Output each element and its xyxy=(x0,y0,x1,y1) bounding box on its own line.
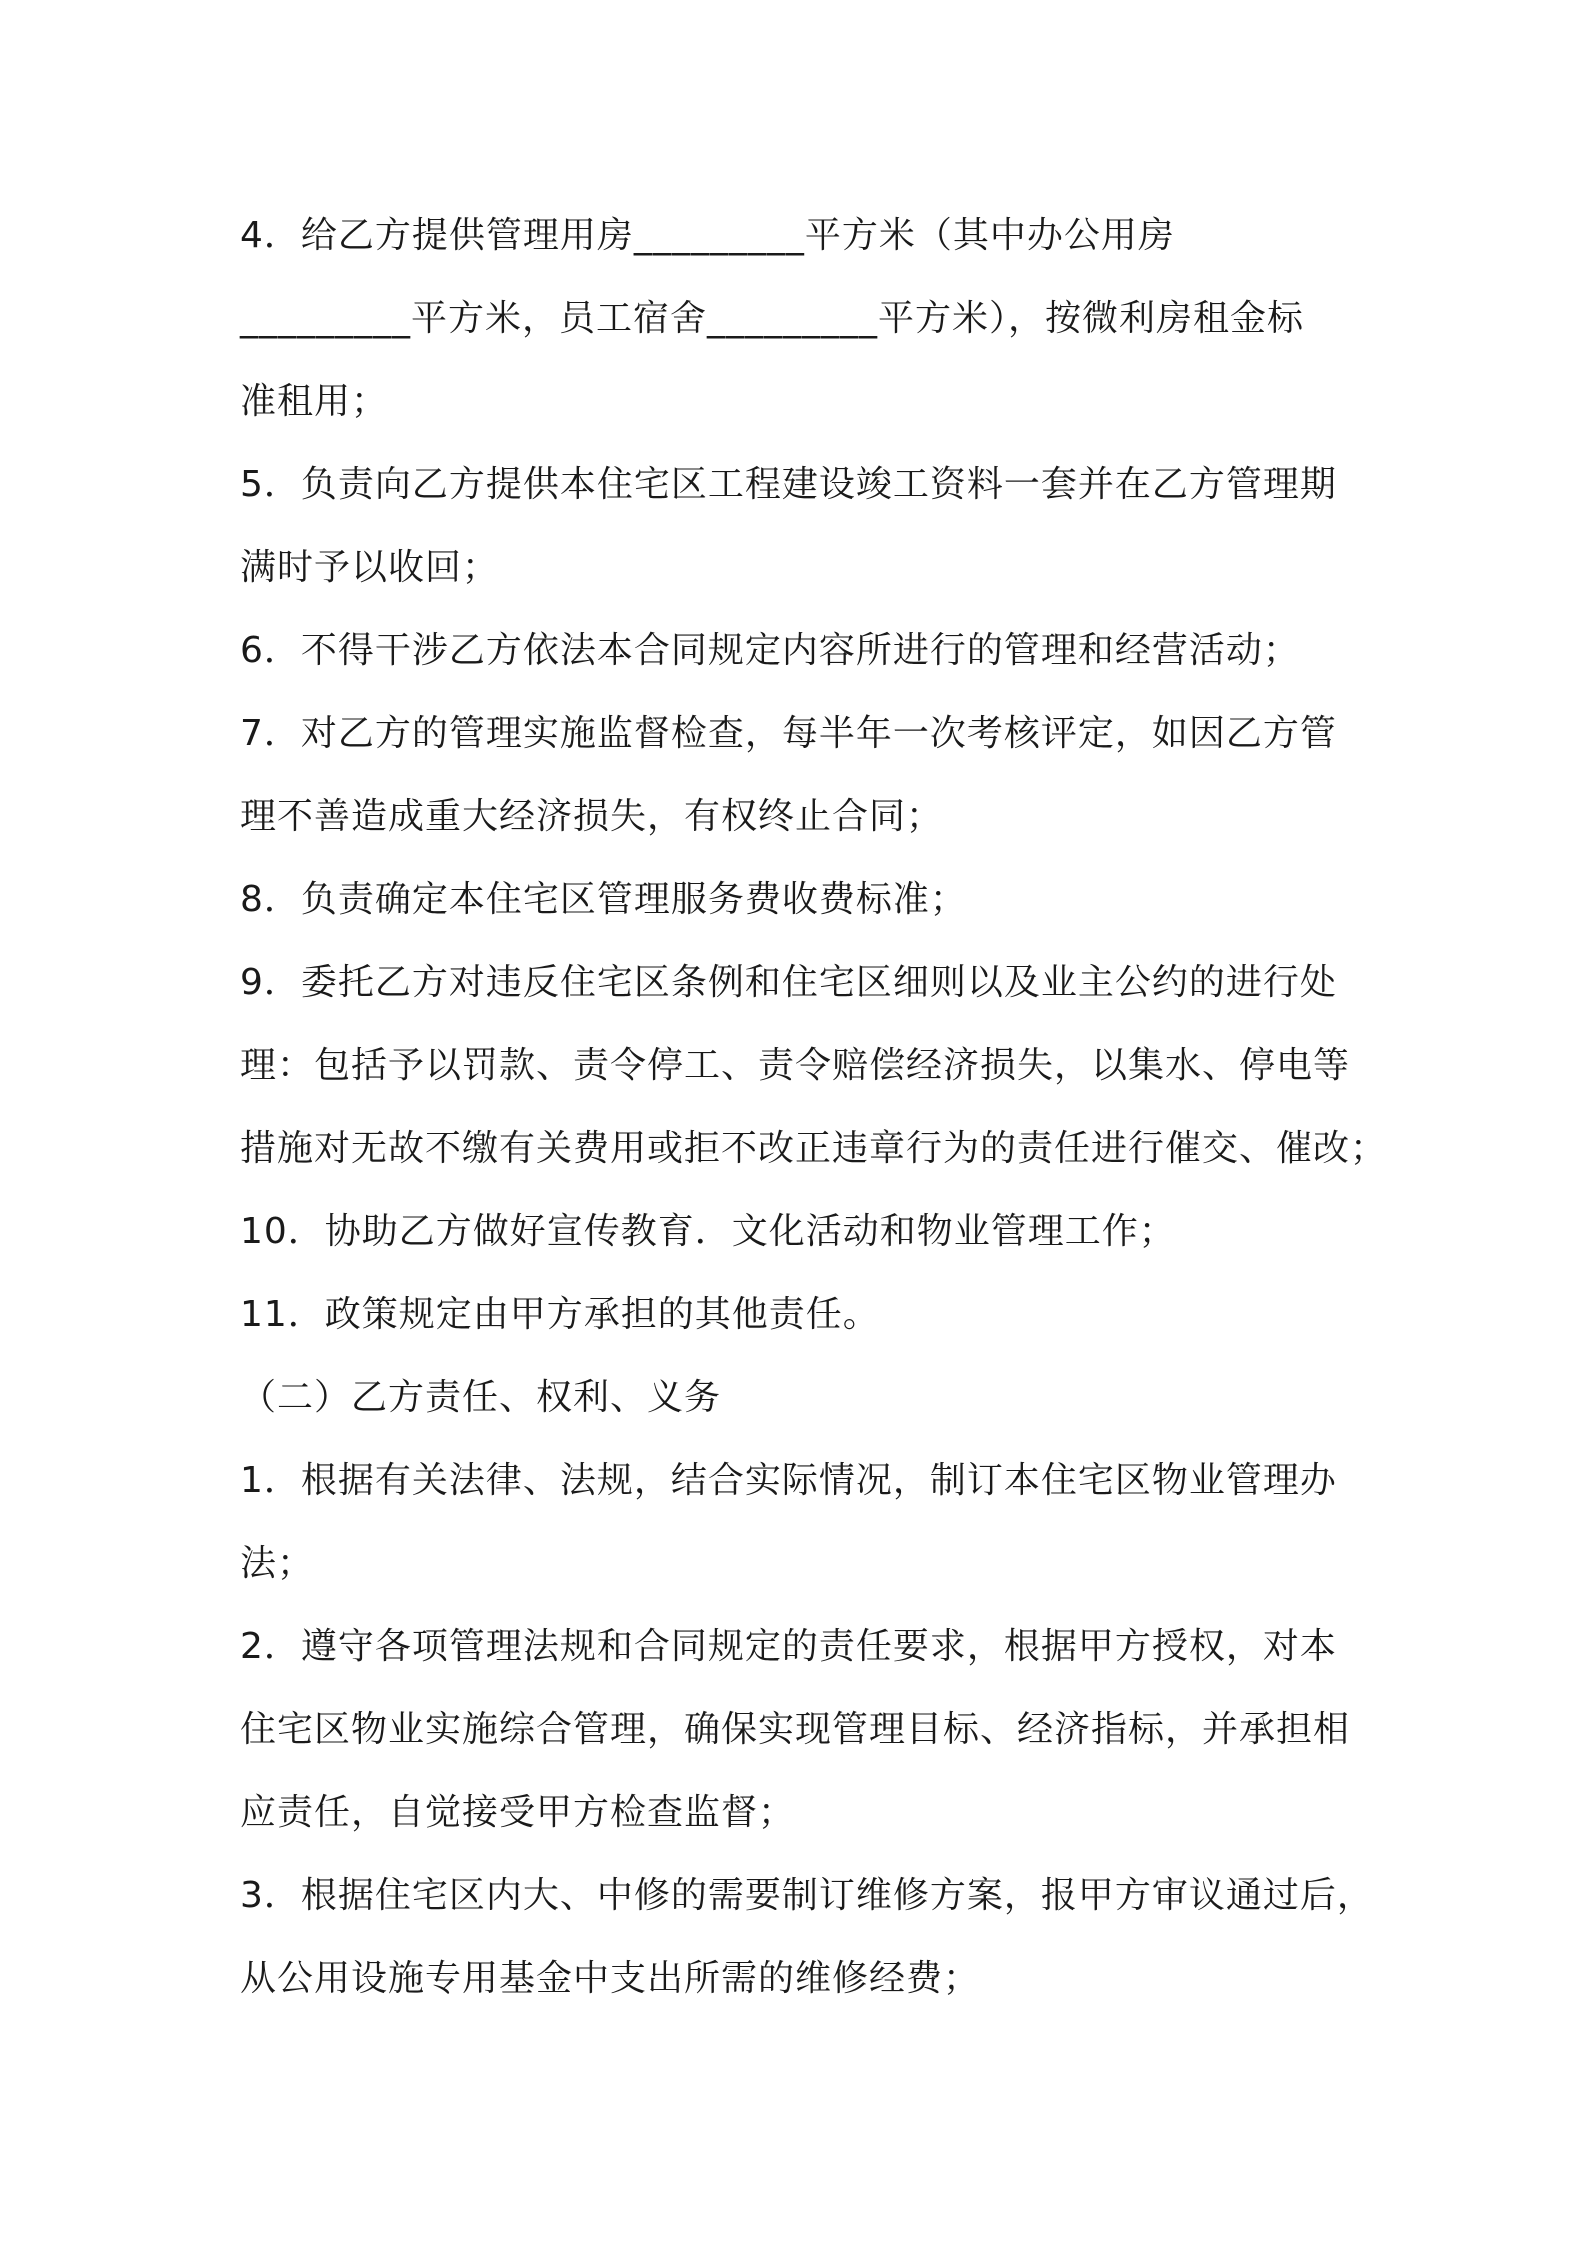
text-line: 9．委托乙方对违反住宅区条例和住宅区细则以及业主公约的进行处 xyxy=(240,962,1337,1003)
text-line: 3．根据住宅区内大、中修的需要制订维修方案，报甲方审议通过后， xyxy=(240,1875,1374,1916)
text-line: 满时予以收回； xyxy=(240,547,500,588)
text-line: 5．负责向乙方提供本住宅区工程建设竣工资料一套并在乙方管理期 xyxy=(240,464,1337,505)
text-line: 11．政策规定由甲方承担的其他责任。 xyxy=(240,1294,880,1335)
text-line: 4．给乙方提供管理用房_________平方米（其中办公用房 xyxy=(240,215,1175,256)
text-line: 理：包括予以罚款、责令停工、责令赔偿经济损失，以集水、停电等 xyxy=(240,1045,1351,1086)
text-line: 10．协助乙方做好宣传教育．文化活动和物业管理工作； xyxy=(240,1211,1176,1252)
text-line: 2．遵守各项管理法规和合同规定的责任要求，根据甲方授权，对本 xyxy=(240,1626,1337,1667)
document-body xyxy=(240,194,1388,2020)
text-line: 7．对乙方的管理实施监督检查，每半年一次考核评定，如因乙方管 xyxy=(240,713,1337,754)
text-line: 理不善造成重大经济损失，有权终止合同； xyxy=(240,796,944,837)
text-line: 法； xyxy=(240,1543,315,1584)
text-line: 从公用设施专用基金中支出所需的维修经费； xyxy=(240,1958,981,1999)
text-line: 准租用； xyxy=(240,381,389,422)
text-line: 应责任，自觉接受甲方检查监督； xyxy=(240,1792,796,1833)
text-line: 6．不得干涉乙方依法本合同规定内容所进行的管理和经营活动； xyxy=(240,630,1300,671)
section-heading: （二）乙方责任、权利、义务 xyxy=(240,1377,722,1418)
text-line: _________平方米，员工宿舍_________平方米），按微利房租金标 xyxy=(240,298,1305,339)
text-line: 住宅区物业实施综合管理，确保实现管理目标、经济指标，并承担相 xyxy=(240,1709,1351,1750)
text-line: 8．负责确定本住宅区管理服务费收费标准； xyxy=(240,879,967,920)
text-line: 措施对无故不缴有关费用或拒不改正违章行为的责任进行催交、催改； xyxy=(240,1128,1388,1169)
text-line: 1．根据有关法律、法规，结合实际情况，制订本住宅区物业管理办 xyxy=(240,1460,1337,1501)
